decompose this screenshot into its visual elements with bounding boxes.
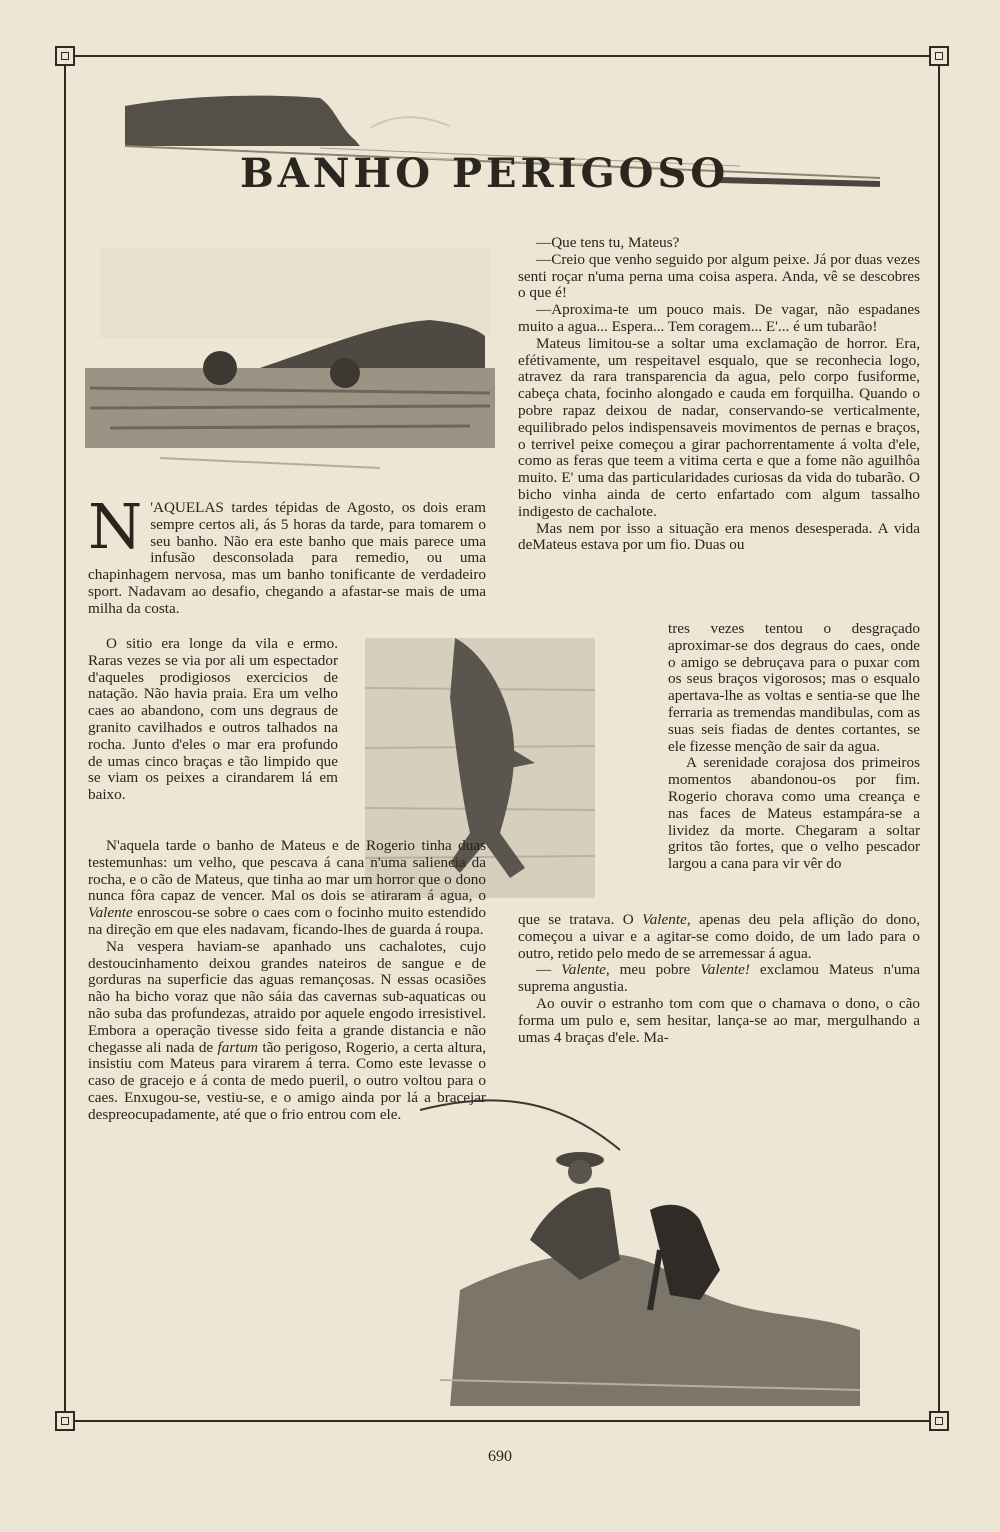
frame-bottom-border <box>64 1420 938 1422</box>
corner-ornament-top-right <box>929 46 949 66</box>
column-right-bottom <box>518 912 920 1046</box>
frame-top-border <box>64 55 938 57</box>
paragraph-8 <box>518 962 920 996</box>
paragraph-6-start: Mas nem por isso a situação era menos desesperada. A vida deMateus estava por um fio. Duas ou <box>518 519 920 554</box>
word-fartum: fartum <box>217 1038 259 1056</box>
paragraph-4-text-b: tão perigoso, Rogerio, a certa altura, insistiu com Mateus para virarem á terra. Como este levasse o caso de gracejo e á conta de medo pueril, o outro voltou para o caes. Enxugou-se, vestiu-se, e o amigo ainda por lá a bracejar despreocupadamente, até que o frio entrou com ele. <box>88 1038 487 1123</box>
corner-ornament-top-left <box>55 46 75 66</box>
paragraph-3-text-a: N'aquela tarde o banho de Mateus e de Rogerio tinha duas testemunhas: um velho, que pescava á cana n'uma saliencia da rocha, e o cão de Mateus, que tinha ao mar um horror que o dono nunca fôra capaz de vencer. Mal os dois se atiraram á agua, o <box>88 837 486 905</box>
paragraph-1 <box>88 490 486 618</box>
dialogue-line-3: —Aproxima-te um pouco mais. De vagar, não espadanes muito a agua... Espera... Tem coragem... E'... é um tubarão! <box>518 301 920 335</box>
paragraph-4-text-a: Na vespera haviam-se apanhado uns cachalotes, cujo destoucinhamento deixou grandes nateiros de sangue e de gorduras na superficie das aguas remançosas. N essas ocasiões não ha bicho voraz que não sáia das cavernas sub-aquaticas ou não suba das profundezas, atraido por aquele engodo irresistivel. Embora a operação tivesse sido feita a grande distancia e não chegasse ali nada de <box>88 937 486 1056</box>
paragraph-2: O sitio era longe da vila e ermo. Raras vezes se via por ali um espectador d'aqueles prodigiosos exercicios de natação. Não havia praia. Era um velho caes ao abandono, com uns degraus de granito cavilhados e outros talhados na rocha. Junto d'eles o mar era profundo de umas cinco braças e tão limpido que se viam os peixes a cirandarem lá em baixo. <box>88 635 338 804</box>
paragraph-7: A serenidade corajosa dos primeiros momentos abandonou-os por fim. Rogerio chorava como uma creança e nas faces de Mateus estampára-se a lividez da morte. Chegaram a soltar gritos tão fortes, que o velho pescador largou a cana para vir vêr do <box>668 754 920 873</box>
paragraph-5: Mateus limitou-se a soltar uma exclamação de horror. Era, efétivamente, um respeitavel esqualo, que se reconhecia logo, atravez da rara transparencia da agua, pelo corpo fusiforme, cabeça chata, focinho alongado e cauda em forquilha. Quando o pobre rapaz deixou de nadar, conservando-se verticalmente, equilibrado pelos indispensaveis movimentos de pernas e braços, o terrivel peixe começou a girar pachorrentamente á volta d'ele, como as feras que teem a vitima certa e que a fome não aguilhôa muito. E' uma das particularidades curiosas da vida do tubarão. O bicho vinha ainda de certo enfartado com algum tassalho indigesto de cachalote. <box>518 334 920 520</box>
swimmers-illustration <box>80 228 500 488</box>
paragraph-9: Ao ouvir o estranho tom com que o chamava o dono, o cão forma um pulo e, sem hesitar, lança-se ao mar, mergulhando a umas 4 braças d'ele. Ma- <box>518 994 920 1046</box>
paragraph-3 <box>88 838 486 939</box>
corner-ornament-bottom-left <box>55 1411 75 1431</box>
drop-cap: N <box>88 490 143 563</box>
column-left-top <box>88 490 486 618</box>
paragraph-7-text-b: , apenas deu pela aflição do dono, começou a uivar e a agitar-se como doido, de um lado para o outro, retido pelo medo de se arremessar á agua. <box>518 911 920 962</box>
paragraph-8-dash: — <box>536 961 562 979</box>
article-title: BANHO PERIGOSO <box>240 150 730 197</box>
paragraph-7-text-a: que se tratava. O <box>518 911 643 928</box>
paragraph-8-text-a: , meu pobre <box>605 961 701 979</box>
paragraph-1-text: 'AQUELAS tardes tépidas de Agosto, os dois eram sempre certos ali, ás 5 horas da tarde, para tomarem o seu banho. Não era este banho que mais parece uma infusão desconsolada para remedio, ou uma chapinhagem nervosa, mas um banho tonificante de verdadeiro sport. Nadavam ao desafio, chegando a afastar-se mais de uma milha da costa. <box>88 499 486 617</box>
column-left-narrow <box>88 636 338 806</box>
column-right-narrow <box>668 621 920 873</box>
corner-ornament-bottom-right <box>929 1411 949 1431</box>
dialogue-line-2: —Creio que venho seguido por algum peixe. Já por duas vezes senti roçar n'uma perna uma coisa aspera. Anda, vê se descobres o que é! <box>518 250 920 302</box>
paragraph-8-text-b: exclamou Mateus n'uma suprema angustia. <box>518 961 921 996</box>
paragraph-7-continued <box>518 912 920 962</box>
dog-name-valente-4: Valente! <box>700 961 750 979</box>
frame-left-border <box>64 55 66 1421</box>
paragraph-3-text-b: enroscou-se sobre o caes com o focinho muito estendido na direção em que eles nadavam, ficando-lhes de guarda á roupa. <box>88 904 486 938</box>
dog-name-valente-3: Valente <box>561 961 606 979</box>
frame-right-border <box>938 55 940 1421</box>
dog-name-valente-2: Valente <box>642 911 687 928</box>
paragraph-6-continued: tres vezes tentou o desgraçado aproximar-se dos degraus do caes, onde o amigo se debruçava para o puxar com os seus braços vigorosos; mas o esqualo apertava-lhe as voltas e sentia-se que lhe ferraria as tremendas mandibulas, com as suas seis fiadas de dentes cortantes, se ele fizesse menção de sair da agua. <box>668 620 920 755</box>
dialogue-line-1: —Que tens tu, Mateus? <box>536 234 680 251</box>
fisherman-and-dog-illustration <box>420 1080 870 1406</box>
column-right-top <box>518 235 920 554</box>
dog-name-valente: Valente <box>88 904 133 922</box>
page-number: 690 <box>488 1448 512 1465</box>
